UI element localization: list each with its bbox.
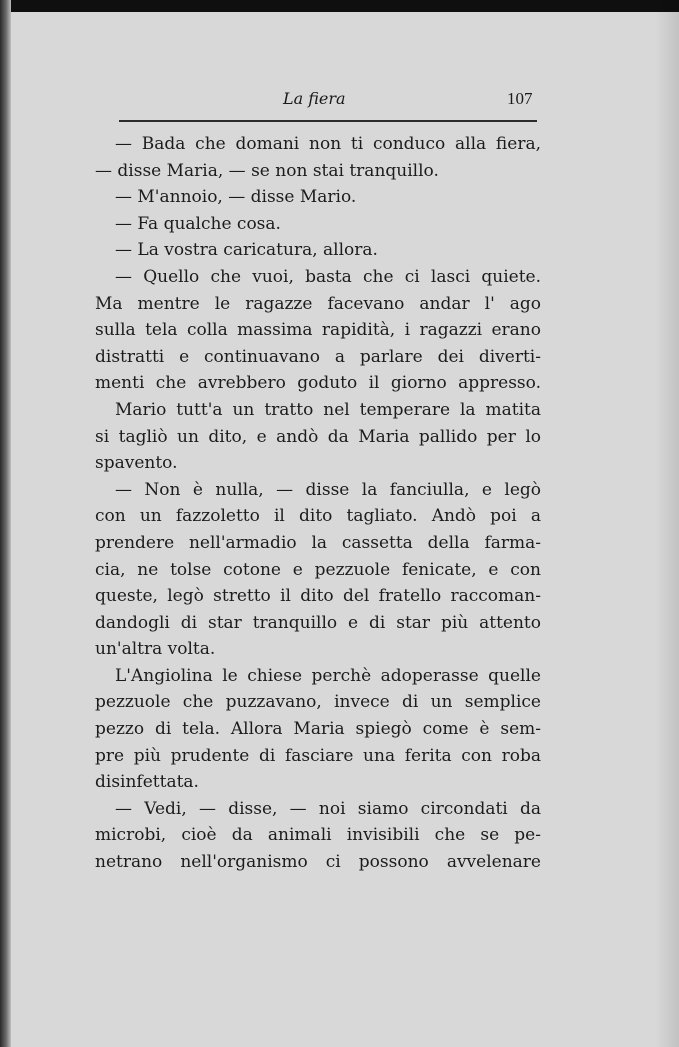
running-title: La fiera [283,89,346,108]
text-line: L'Angiolina le chiese perchè adoperasse quelle [115,665,541,686]
text-line: prendere nell'armadio la cassetta della farma- [95,532,541,553]
text-line: con un fazzoletto il dito tagliato. Andò poi a [95,506,541,527]
text-line: si tagliò un dito, e andò da Maria pallido per lo [95,426,541,447]
text-line: netrano nell'organismo ci possono avvelenare [95,852,541,873]
text-line: queste, legò stretto il dito del fratello raccoman- [95,586,541,607]
text-line: pre più prudente di fasciare una ferita con roba [95,745,541,766]
text-line: distratti e continuavano a parlare dei diverti- [95,346,541,367]
text-line: — La vostra caricatura, allora. [115,240,378,261]
text-line: — Fa qualche cosa. [115,213,281,234]
text-line: — Bada che domani non ti conduco alla fiera, [115,134,541,154]
text-line: disinfettata. [95,772,199,793]
page-number: 107 [507,89,533,108]
text-line: — M'annoio, — disse Mario. [115,187,357,208]
text-line: — Vedi, — disse, — noi siamo circondati da [115,798,541,819]
text-line: pezzo di tela. Allora Maria spiegò come è sem- [95,719,541,740]
text-line: Ma mentre le ragazze facevano andar l' ago [95,293,541,314]
text-line: cia, ne tolse cotone e pezzuole fenicate, e con [95,559,541,580]
text-line: spavento. [95,453,178,474]
book-spine-shadow [0,0,11,1047]
page-edge-shade [655,0,679,1047]
header-rule [119,120,537,122]
text-line: pezzuole che puzzavano, invece di un semplice [95,692,541,713]
body-text [95,131,541,876]
text-line: dandogli di star tranquillo e di star più attento [95,612,541,633]
page-header [0,0,679,120]
text-line: microbi, cioè da animali invisibili che se pe- [95,825,541,846]
text-line: un'altra volta. [95,639,216,660]
text-line: — Quello che vuoi, basta che ci lasci quiete. [115,266,541,287]
text-line: menti che avrebbero goduto il giorno appresso. [95,373,541,394]
text-line: — Non è nulla, — disse la fanciulla, e legò [115,479,541,500]
text-line: Mario tutt'a un tratto nel temperare la matita [115,399,541,420]
text-line: sulla tela colla massima rapidità, i ragazzi erano [95,320,541,341]
text-line: — disse Maria, — se non stai tranquillo. [95,160,439,181]
